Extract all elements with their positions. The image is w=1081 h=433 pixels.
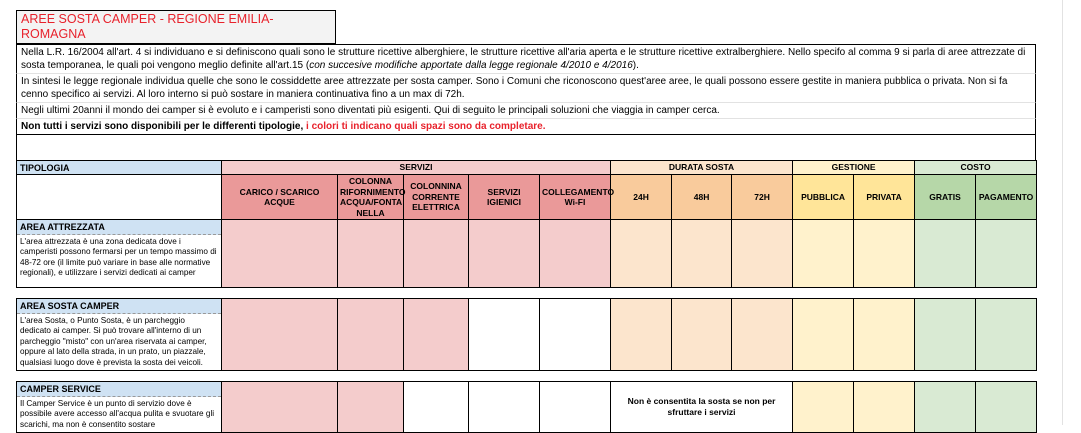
cell-privata[interactable] bbox=[854, 382, 915, 433]
cell-privata[interactable] bbox=[854, 299, 915, 371]
row-description[interactable]: L'area Sosta, o Punto Sosta, è un parcheggio dedicato ai camper. Si può trovare all'interno di un parcheggio "misto" con un'area riservata ai camper, oppure al lato della strada, in un prato, un piazzale, qualsiasi luogo dove è prevista la sosta dei veicoli. bbox=[20, 316, 207, 367]
cell-carico[interactable] bbox=[222, 220, 338, 288]
intro-p1-text: Nella L.R. 16/2004 all'art. 4 si individuano e si definiscono quali sono le strutture ricettive alberghiere, le strutture ricettive all'aria aperta e le strutture ricettive extralberghiere. Nello specifo al comma 9 si parla di aree attrezzate di sosta temporanea, le quali poi vengono meglio definite all'art.15 ( bbox=[21, 47, 1026, 71]
row-camper-service bbox=[17, 382, 1037, 433]
cell-privata[interactable] bbox=[854, 220, 915, 288]
spacer-row bbox=[17, 371, 1037, 382]
cell-48h[interactable] bbox=[672, 299, 732, 371]
cell-24h[interactable] bbox=[611, 220, 672, 288]
cell-colonnina[interactable] bbox=[404, 299, 469, 371]
cell-durata-note[interactable]: Non è consentita la sosta se non per sfruttare i servizi bbox=[611, 382, 793, 433]
cell-pubblica[interactable] bbox=[793, 220, 854, 288]
cell-colonna[interactable] bbox=[338, 220, 404, 288]
cell-pubblica[interactable] bbox=[793, 299, 854, 371]
col-servizi-igienici: SERVIZI IGIENICI bbox=[469, 175, 540, 220]
col-72h: 72H bbox=[732, 175, 793, 220]
intro-p1-end: ). bbox=[632, 60, 639, 71]
row-area-sosta-camper bbox=[17, 299, 1037, 371]
header-blank-cell[interactable] bbox=[17, 175, 222, 220]
cell-pagamento[interactable] bbox=[976, 382, 1037, 433]
cell-48h[interactable] bbox=[672, 220, 732, 288]
sheet-title[interactable]: AREE SOSTA CAMPER - REGIONE EMILIA-ROMAGNA bbox=[16, 10, 336, 44]
cell-wifi[interactable] bbox=[540, 382, 611, 433]
cell-igienici[interactable] bbox=[469, 299, 540, 371]
intro-paragraph-4[interactable] bbox=[16, 118, 1036, 134]
cell-72h[interactable] bbox=[732, 220, 793, 288]
cell-igienici[interactable] bbox=[469, 382, 540, 433]
cell-pubblica[interactable] bbox=[793, 382, 854, 433]
cell-gratis[interactable] bbox=[915, 299, 976, 371]
group-servizi: SERVIZI bbox=[222, 161, 611, 175]
tipologia-table bbox=[16, 160, 1037, 433]
cell-24h[interactable] bbox=[611, 299, 672, 371]
cell-pagamento[interactable] bbox=[976, 220, 1037, 288]
cell-colonnina[interactable] bbox=[404, 220, 469, 288]
row-title[interactable]: CAMPER SERVICE bbox=[17, 382, 221, 397]
sheet bbox=[16, 10, 1036, 433]
spacer-row bbox=[17, 288, 1037, 299]
col-colonna-rifornimento: COLONNA RIFORNIMENTO ACQUA/FONTA NELLA bbox=[338, 175, 404, 220]
cell-carico[interactable] bbox=[222, 299, 338, 371]
intro-paragraph-3[interactable]: Negli ultimi 20anni il mondo dei camper si è evoluto e i camperisti sono diventati più esigenti. Qui di seguito le principali soluzioni che viaggia in camper cerca. bbox=[16, 102, 1036, 118]
blank-row[interactable] bbox=[16, 134, 1036, 160]
row-description[interactable]: Il Camper Service è un punto di servizio dove è possibile avere accesso all'acqua pulita e svuotare gli scarichi, ma non è consentito sostare bbox=[20, 399, 215, 429]
cell-gratis[interactable] bbox=[915, 382, 976, 433]
group-gestione: GESTIONE bbox=[793, 161, 915, 175]
col-wifi: COLLEGAMENTO Wi-FI bbox=[540, 175, 611, 220]
col-pagamento: PAGAMENTO bbox=[976, 175, 1037, 220]
intro-paragraph-1[interactable] bbox=[16, 44, 1036, 73]
col-24h: 24H bbox=[611, 175, 672, 220]
group-tipologia: TIPOLOGIA bbox=[17, 161, 222, 175]
col-gratis: GRATIS bbox=[915, 175, 976, 220]
cell-colonnina[interactable] bbox=[404, 382, 469, 433]
col-privata: PRIVATA bbox=[854, 175, 915, 220]
row-title[interactable]: AREA SOSTA CAMPER bbox=[17, 299, 221, 314]
group-durata-sosta: DURATA SOSTA bbox=[611, 161, 793, 175]
intro-paragraph-2[interactable]: In sintesi le legge regionale individua quelle che sono le cossiddette aree attrezzate per sosta camper. Sono i Comuni che riconoscono quest'aree aree, le quali possono essere gestite in maniera pubblica o privata. Non si fa cenno specifico ai servizi. Al loro interno si può sostare in maniera continuativa fino a un max di 72h. bbox=[16, 73, 1036, 102]
col-48h: 48H bbox=[672, 175, 732, 220]
row-area-attrezzata bbox=[17, 220, 1037, 288]
intro-p4-highlight: i colori ti indicano quali spazi sono da completare. bbox=[306, 121, 546, 132]
cell-72h[interactable] bbox=[732, 299, 793, 371]
cell-carico[interactable] bbox=[222, 382, 338, 433]
cell-wifi[interactable] bbox=[540, 299, 611, 371]
row-description[interactable]: L'area attrezzata è una zona dedicata dove i camperisti possono fermarsi per un tempo massimo di 48-72 ore (il limite può variare in base alle normative regionali), e utilizzare i servizi dedicati ai camper bbox=[20, 237, 217, 278]
intro-p1-italic: con succesive modifiche apportate dalla legge regionale 4/2010 e 4/2016 bbox=[309, 60, 633, 71]
intro-p4-text: Non tutti i servizi sono disponibili per le differenti tipologie, bbox=[21, 121, 307, 132]
col-pubblica: PUBBLICA bbox=[793, 175, 854, 220]
group-costo: COSTO bbox=[915, 161, 1037, 175]
cell-gratis[interactable] bbox=[915, 220, 976, 288]
col-carico-scarico: CARICO / SCARICO ACQUE bbox=[222, 175, 338, 220]
cell-colonna[interactable] bbox=[338, 299, 404, 371]
cell-colonna[interactable] bbox=[338, 382, 404, 433]
row-title[interactable]: AREA ATTREZZATA bbox=[17, 220, 221, 235]
col-colonnina-corrente: COLONNINA CORRENTE ELETTRICA bbox=[404, 175, 469, 220]
cell-pagamento[interactable] bbox=[976, 299, 1037, 371]
cell-wifi[interactable] bbox=[540, 220, 611, 288]
cell-igienici[interactable] bbox=[469, 220, 540, 288]
